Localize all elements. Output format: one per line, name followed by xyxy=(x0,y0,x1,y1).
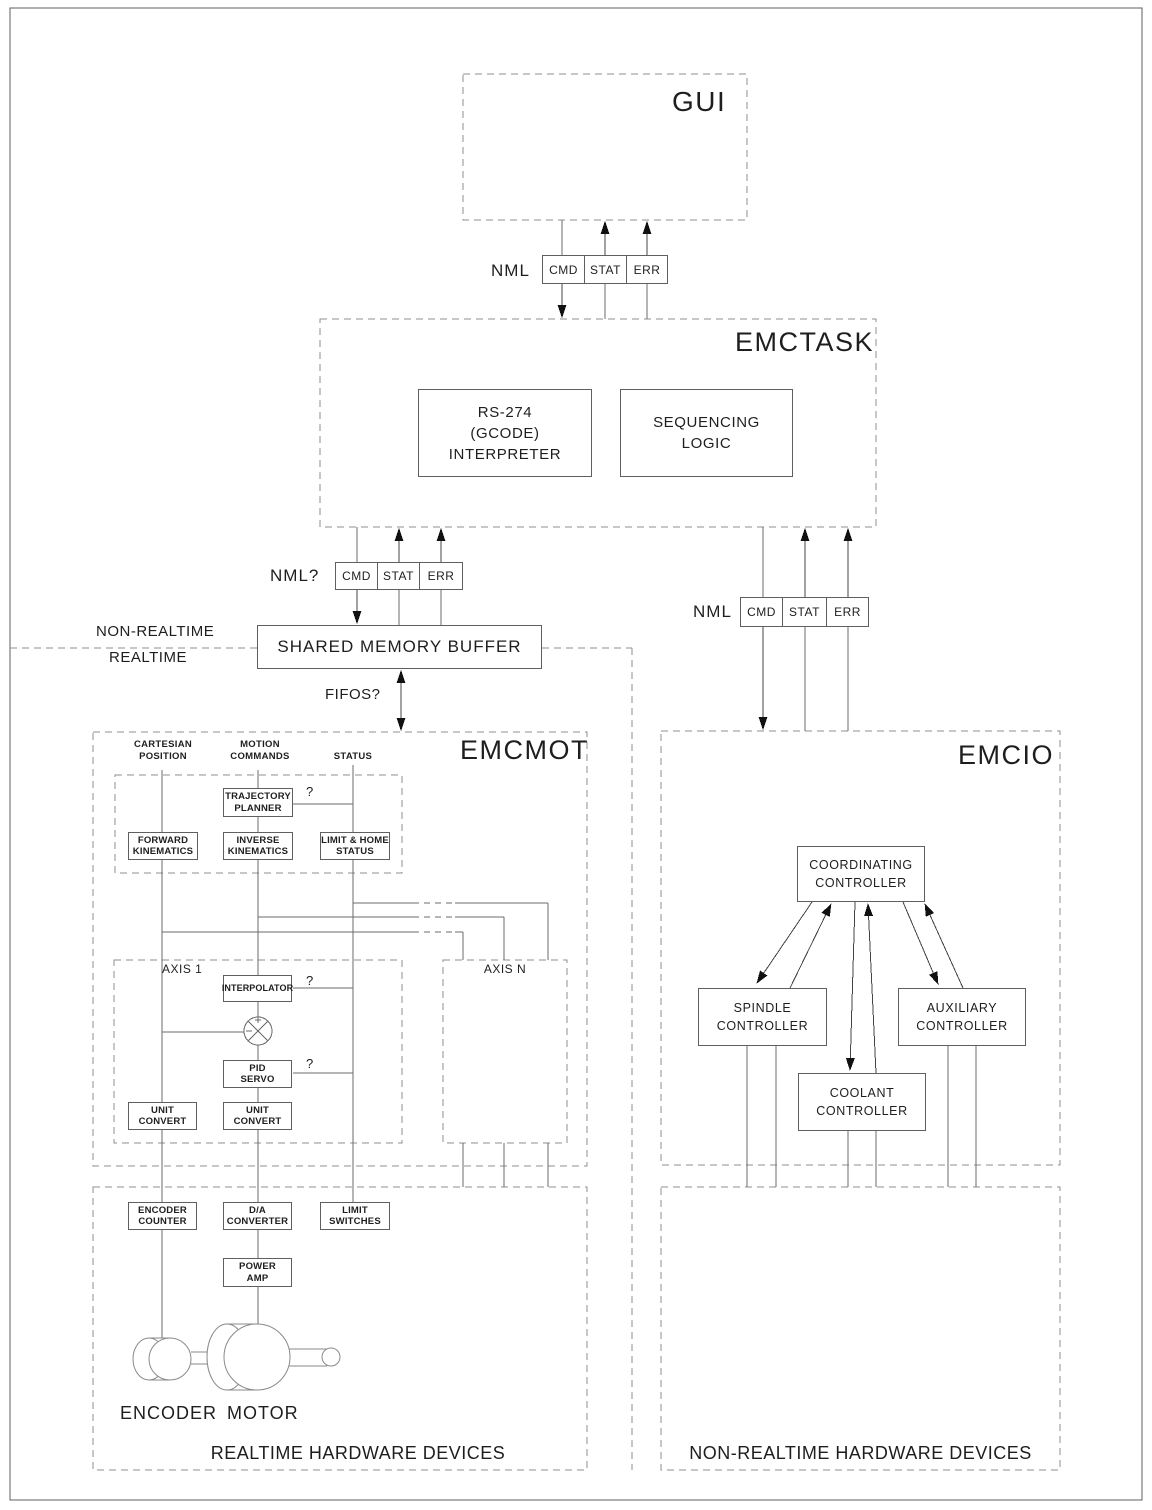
trajectory-planner-box: TRAJECTORY PLANNER xyxy=(223,788,293,817)
nml-right-err-cell: ERR xyxy=(827,597,869,627)
emcmot-box xyxy=(93,732,587,1166)
nml-middle-label: NML? xyxy=(270,566,320,585)
shared-memory-buffer-box: SHARED MEMORY BUFFER xyxy=(257,625,542,669)
non-realtime-hardware-box xyxy=(661,1187,1060,1470)
nml-right-stat-cell: STAT xyxy=(783,597,827,627)
status-label: STATUS xyxy=(333,751,373,762)
unit-convert-left-box: UNIT CONVERT xyxy=(128,1102,197,1130)
nml-top-cmd-cell: CMD xyxy=(542,255,585,284)
nml-right-label: NML xyxy=(693,602,732,621)
motor-label: MOTOR xyxy=(227,1403,299,1423)
motion-commands-label: MOTION COMMANDS xyxy=(230,739,290,762)
nml-middle-stat-cell: STAT xyxy=(378,562,420,590)
inverse-kinematics-box: INVERSE KINEMATICS xyxy=(223,832,293,860)
nml-top-err-cell: ERR xyxy=(627,255,668,284)
auxiliary-controller-box: AUXILIARY CONTROLLER xyxy=(898,988,1026,1046)
motor-icon xyxy=(207,1324,340,1390)
emctask-title: EMCTASK xyxy=(735,327,875,357)
nml-top-stat-cell: STAT xyxy=(585,255,627,284)
power-amp-box: POWER AMP xyxy=(223,1258,292,1287)
emcmot-title: EMCMOT xyxy=(460,735,589,765)
nml-middle-cmd-cell: CMD xyxy=(335,562,378,590)
nml-top-label: NML xyxy=(491,261,530,280)
limit-home-status-box: LIMIT & HOME STATUS xyxy=(320,832,390,860)
unit-convert-mid-box: UNIT CONVERT xyxy=(223,1102,292,1130)
da-converter-box: D/A CONVERTER xyxy=(223,1202,292,1230)
nml-right-row xyxy=(740,597,869,627)
gcode-interpreter-box: RS-274 (GCODE) INTERPRETER xyxy=(418,389,592,477)
summing-junction-icon xyxy=(244,1017,272,1045)
forward-kinematics-box: FORWARD KINEMATICS xyxy=(128,832,198,860)
realtime-hardware-title: REALTIME HARDWARE DEVICES xyxy=(210,1443,506,1463)
emcio-title: EMCIO xyxy=(958,740,1055,770)
nml-middle-err-cell: ERR xyxy=(420,562,463,590)
spindle-controller-box: SPINDLE CONTROLLER xyxy=(698,988,827,1046)
axisn-box xyxy=(443,960,567,1143)
realtime-label: REALTIME xyxy=(109,649,187,666)
fifos-label: FIFOS? xyxy=(325,686,381,703)
interpolator-question-mark: ? xyxy=(306,973,314,988)
nml-right-cmd-cell: CMD xyxy=(740,597,783,627)
limit-switches-box: LIMIT SWITCHES xyxy=(320,1202,390,1230)
dashed-containers xyxy=(10,74,1060,1470)
axis-bus-dashed-segments xyxy=(413,903,455,932)
axis1-label: AXIS 1 xyxy=(162,962,203,976)
trajectory-question-mark: ? xyxy=(306,784,314,799)
coolant-controller-box: COOLANT CONTROLLER xyxy=(798,1073,926,1131)
non-realtime-hardware-title: NON-REALTIME HARDWARE DEVICES xyxy=(689,1443,1032,1463)
pid-question-mark: ? xyxy=(306,1056,314,1071)
pid-servo-box: PID SERVO xyxy=(223,1060,292,1088)
encoder-icon xyxy=(133,1338,212,1380)
interpolator-box: INTERPOLATOR xyxy=(223,975,292,1002)
connector-lines xyxy=(162,220,976,1338)
non-realtime-label: NON-REALTIME xyxy=(96,623,215,640)
nml-middle-row xyxy=(335,562,463,590)
nml-top-row xyxy=(542,255,668,284)
coordinating-controller-box: COORDINATING CONTROLLER xyxy=(797,846,925,902)
sequencing-logic-box: SEQUENCING LOGIC xyxy=(620,389,793,477)
encoder-label: ENCODER xyxy=(120,1403,218,1423)
encoder-counter-box: ENCODER COUNTER xyxy=(128,1202,197,1230)
gui-title: GUI xyxy=(672,86,727,117)
cartesian-position-label: CARTESIAN POSITION xyxy=(133,739,193,762)
axisn-label: AXIS N xyxy=(483,962,527,976)
